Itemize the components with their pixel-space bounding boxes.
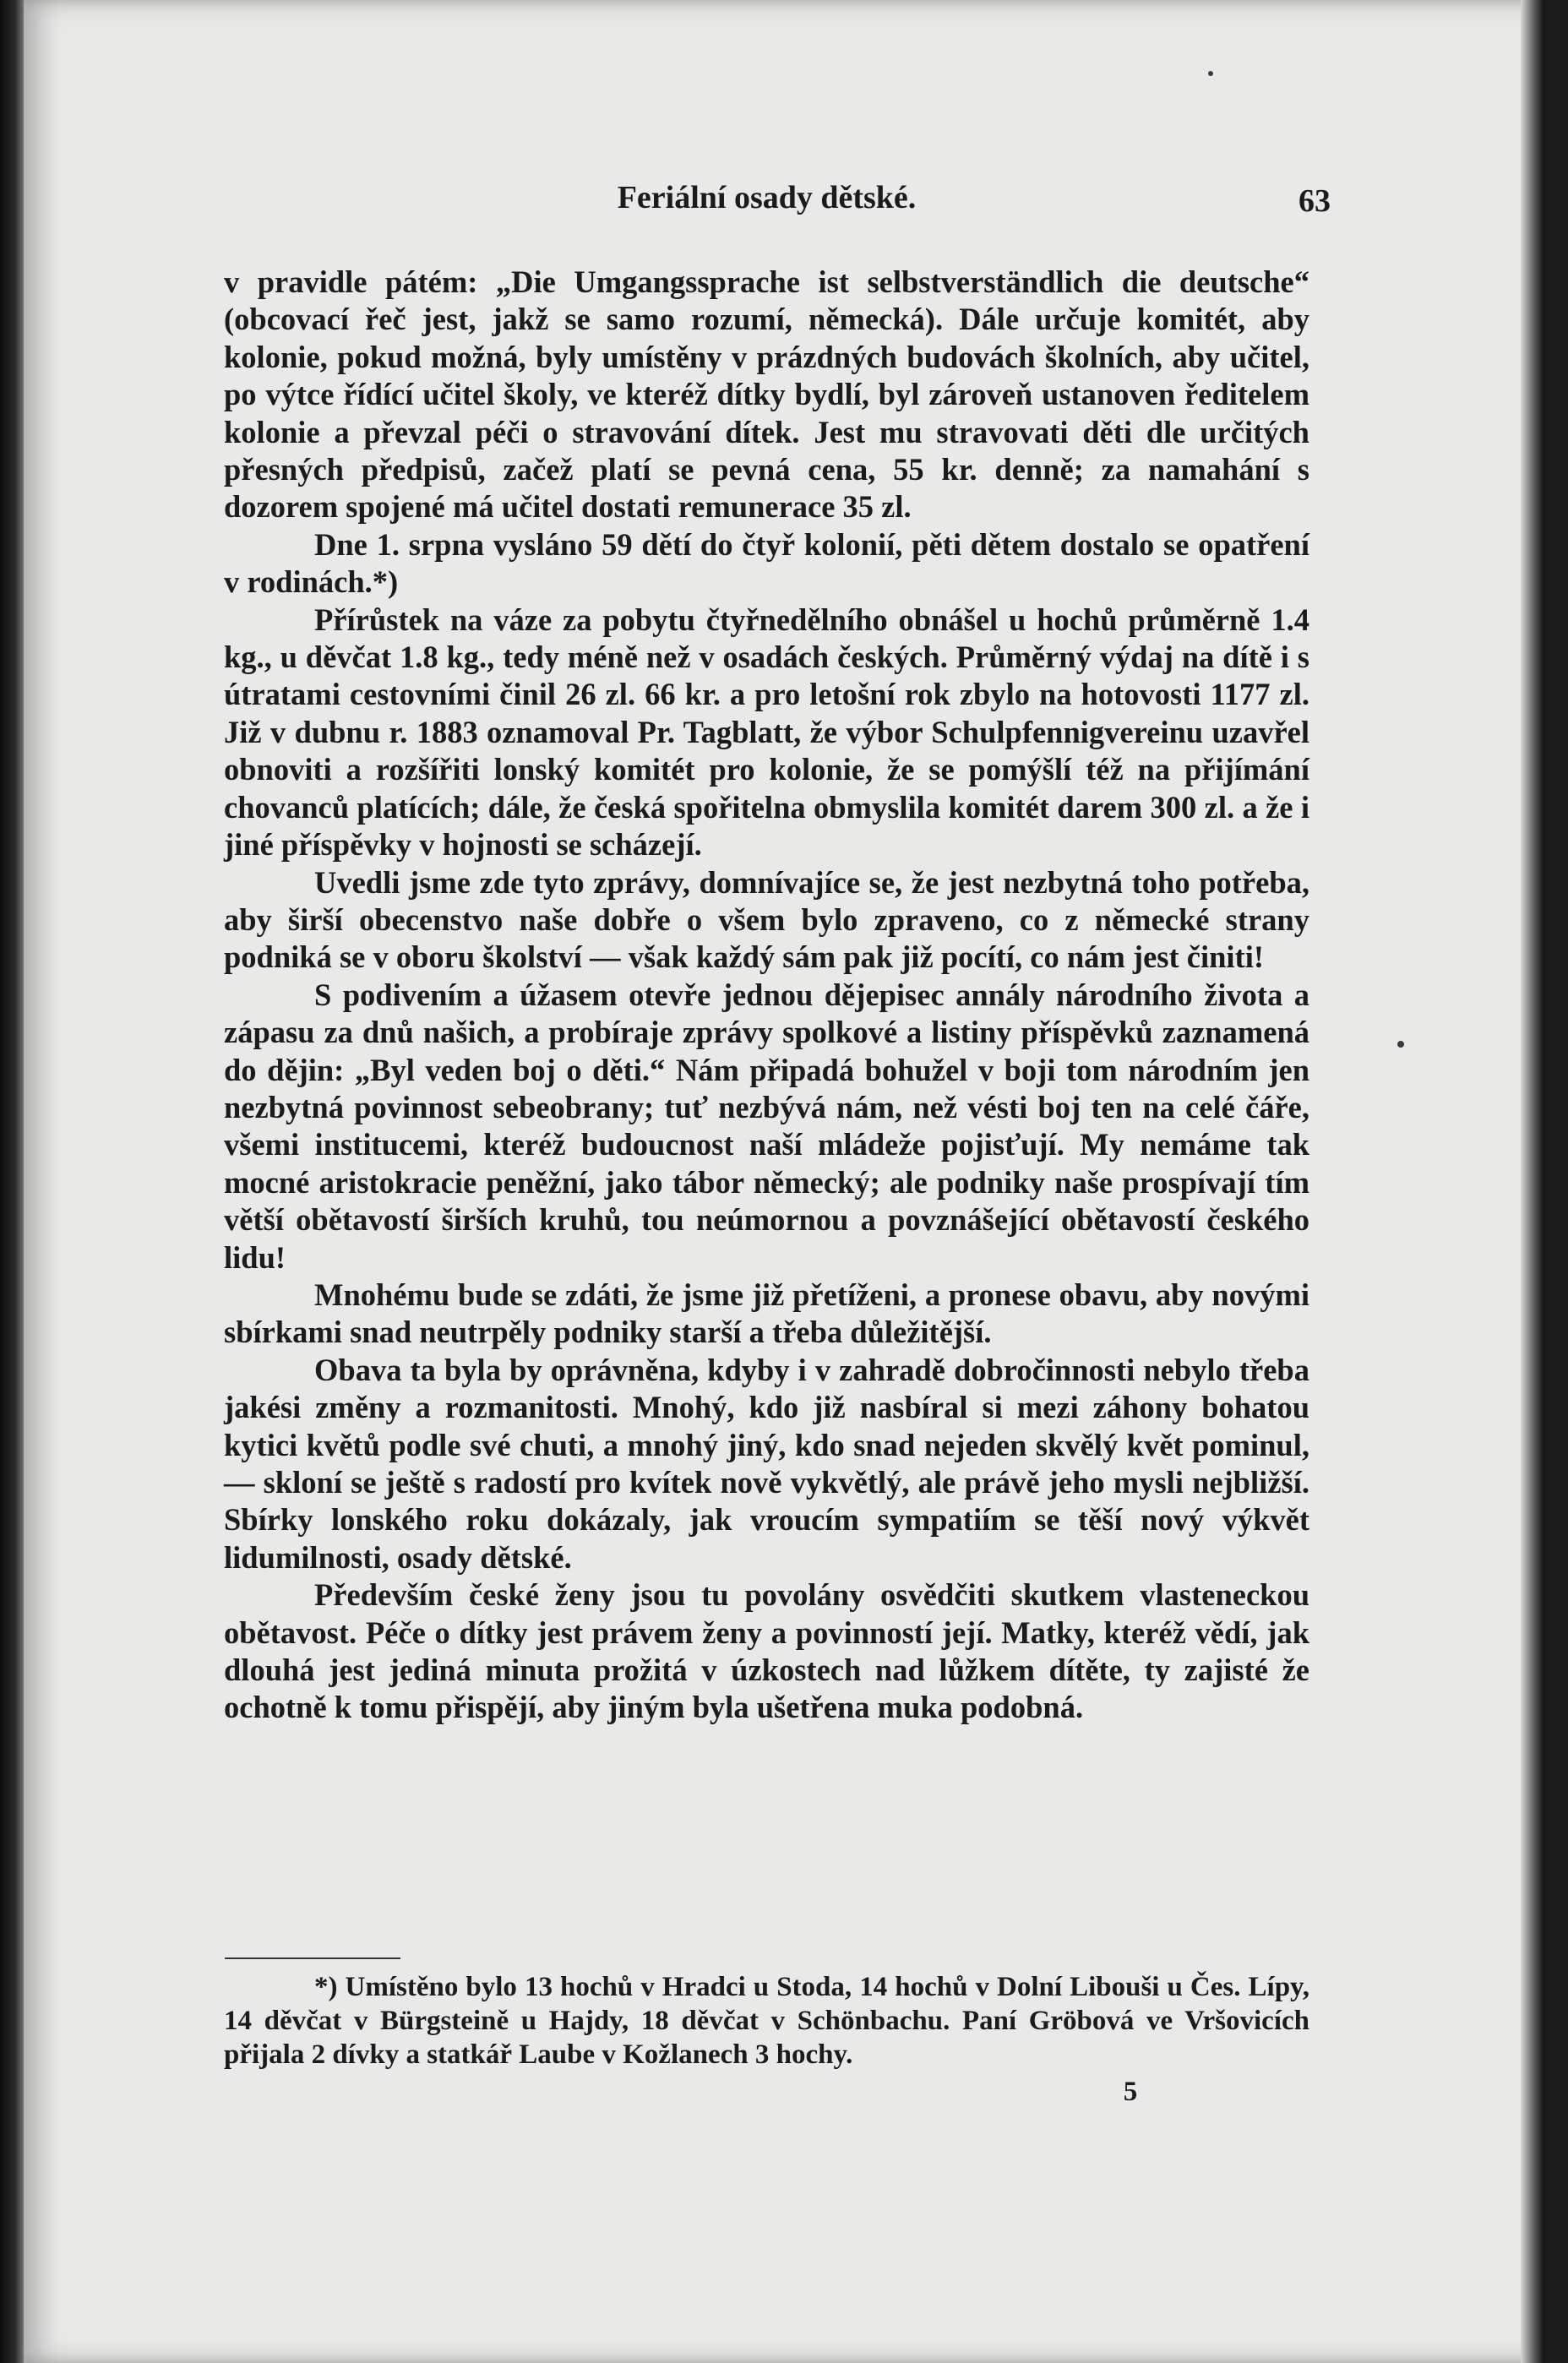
page-outer-edge <box>1521 0 1544 2363</box>
running-title: Feriální osady dětské. <box>617 180 917 215</box>
paragraph: Uvedli jsme zde tyto zprávy, domnívajíce se, že jest nezbytná toho potřeba, aby širší obecenstvo naše dobře o všem bylo zpraveno, co z německé strany podniká se v oboru školství — však každý sám pak již pocítí, co nám jest činiti! <box>224 864 1309 975</box>
paragraph: Mnohému bude se zdáti, že jsme již přetíženi, a pronese obavu, aby novými sbírkami snad neutrpěly podniky starší a třeba důležitější. <box>224 1277 1309 1350</box>
paragraph: S podivením a úžasem otevře jednou dějepisec annály národního života a zápasu za dnů našich, a probíraje zprávy spolkové a listiny příspěvků zaznamená do dějin: „Byl veden boj o děti.“ Nám připadá bohužel v boji tom národním jen nezbytná povinnost sebeobrany; tuť nezbývá nám, než vésti boj ten na celé čáře, všemi institucemi, kteréž budoucnost naší mládeže pojisťují. My nemáme tak mocné aristokracie peněžní, jako tábor německý; ale podniky naše prospívají tím větší obětavostí širších kruhů, tou neúmornou a povznášející obětavostí českého lidu! <box>224 977 1309 1275</box>
dust-speck <box>1208 71 1213 76</box>
body-text <box>224 264 1309 1727</box>
paragraph: v pravidle pátém: „Die Umgangssprache ist selbstverständlich die deutsche“ (obcovací řeč jest, jakž se samo rozumí, německá). Dále určuje komitét, aby kolonie, pokud možná, byly umístěny v prázdných budovách školních, aby učitel, po výtce řídící učitel školy, ve kteréž dítky bydlí, byl zároveň ustanoven ředitelem kolonie a převzal péči o stravování dítek. Jest mu stravovati děti dle určitých přesných předpisů, začež platí se pevná cena, 55 kr. denně; za namahání s dozorem spojené má učitel dostati remunerace 35 zl. <box>224 264 1309 525</box>
footnote-separator <box>225 1957 400 1959</box>
dust-speck <box>1397 1041 1404 1048</box>
signature-mark: 5 <box>1123 2077 1138 2107</box>
paragraph: Dne 1. srpna vysláno 59 dětí do čtyř kolonií, pěti dětem dostalo se opatření v rodinách.*) <box>224 526 1309 600</box>
running-header <box>203 179 1331 230</box>
paragraph: Přírůstek na váze za pobytu čtyřnedělního obnášel u hochů průměrně 1.4 kg., u děvčat 1.8 kg., tedy méně než v osadách českých. Průměrný výdaj na dítě i s útratami cestovními činil 26 zl. 66 kr. a pro letošní rok zbylo na hotovosti 1177 zl. Již v dubnu r. 1883 oznamoval Pr. Tagblatt, že výbor Schulpfennigvereinu uzavřel obnoviti a rozšířiti lonský komitét pro kolonie, že se pomýšlí též na přijímání chovanců platících; dále, že česká spořitelna obmyslila komitét darem 300 zl. a že i jiné příspěvky v hojnosti se scházejí. <box>224 602 1309 863</box>
footnote <box>224 1970 1309 2072</box>
footnote-text: *) Umístěno bylo 13 hochů v Hradci u Stoda, 14 hochů v Dolní Libouši u Čes. Lípy, 14 děvčat v Bürgsteině u Hajdy, 18 děvčat v Schönbachu. Paní Gröbová ve Vršovicích přijala 2 dívky a statkář Laube v Kožlanech 3 hochy. <box>224 1972 1309 2070</box>
paragraph: Především české ženy jsou tu povolány osvědčiti skutkem vlasteneckou obětavost. Péče o dítky jest právem ženy a povinností její. Matky, kteréž vědí, jak dlouhá jest jediná minuta prožitá v úzkostech nad lůžkem dítěte, ty zajisté že ochotně k tomu přispějí, aby jiným byla ušetřena muka podobná. <box>224 1577 1309 1725</box>
paragraph: Obava ta byla by oprávněna, kdyby i v zahradě dobročinnosti nebylo třeba jakési změny a rozmanitosti. Mnohý, kdo již nasbíral si mezi záhony bohatou kytici květů podle své chuti, a mnohý jiný, kdo snad nejeden skvělý květ pominul, — skloní se ještě s radostí pro kvítek nově vykvětlý, ale právě jeho mysli nejbližší. Sbírky lonského roku dokázaly, jak vroucím sympatiím se těší nový výkvět lidumilnosti, osady dětské. <box>224 1352 1309 1575</box>
page-number: 63 <box>1298 183 1331 219</box>
